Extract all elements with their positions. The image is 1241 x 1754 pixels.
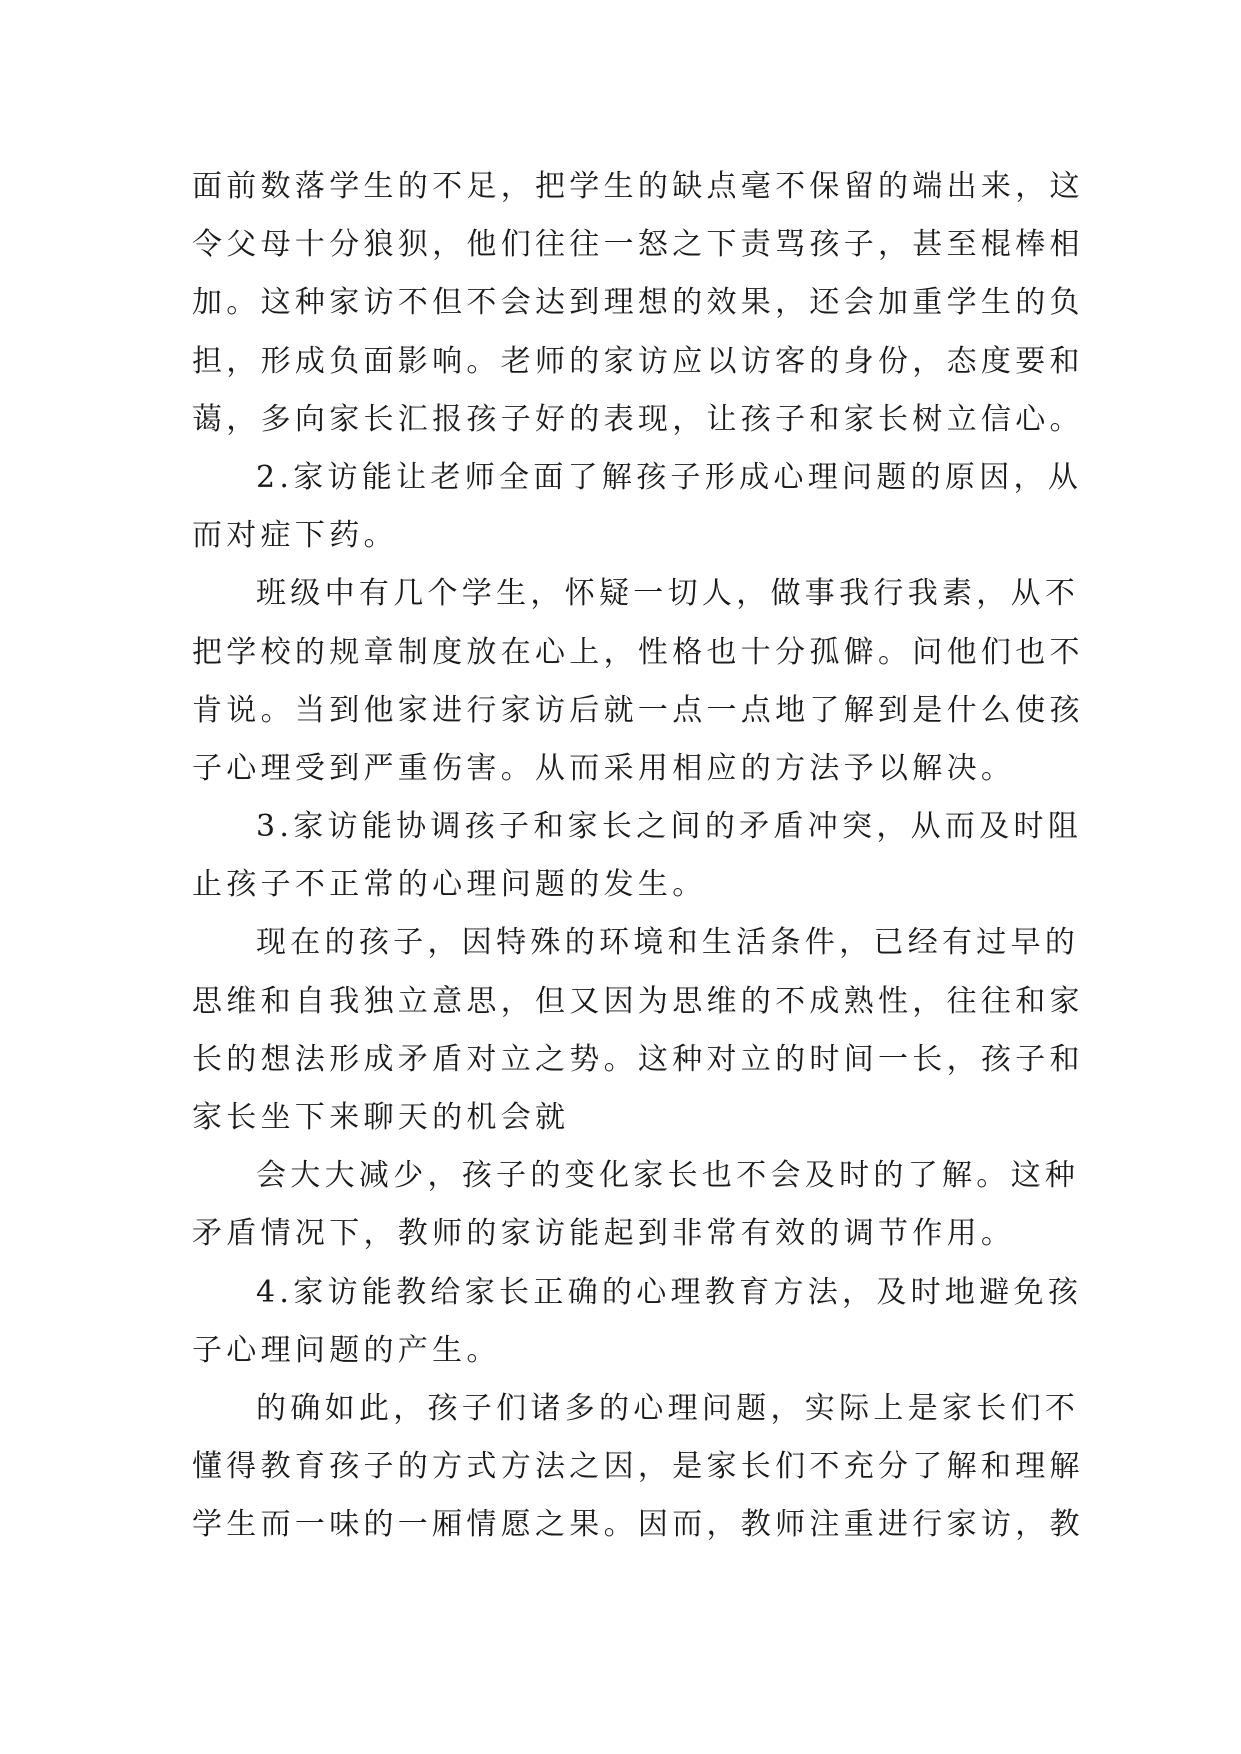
text-line: 令父母十分狼狈，他们往往一怒之下责骂孩子，甚至棍棒相: [192, 227, 1084, 263]
text-line: 面前数落学生的不足，把学生的缺点毫不保留的端出来，这: [192, 169, 1084, 204]
text-line: 担，形成负面影响。老师的家访应以访客的身份，态度要和: [192, 343, 1084, 379]
text-line: 把学校的规章制度放在心上，性格也十分孤僻。问他们也不: [192, 634, 1084, 670]
text-line: 肯说。当到他家进行家访后就一点一点地了解到是什么使孩: [192, 692, 1084, 728]
text-line: 子心理受到严重伤害。从而采用相应的方法予以解决。: [192, 750, 1016, 786]
text-line: 思维和自我独立意思，但又因为思维的不成熟性，往往和家: [192, 983, 1084, 1019]
text-line: 学生而一味的一厢情愿之果。因而，教师注重进行家访，教: [192, 1507, 1084, 1543]
text-line: 长的想法形成矛盾对立之势。这种对立的时间一长，孩子和: [192, 1041, 1084, 1077]
text-line: 矛盾情况下，教师的家访能起到非常有效的调节作用。: [192, 1216, 1016, 1252]
text-line: 家长坐下来聊天的机会就: [192, 1100, 570, 1135]
text-line: 3.家访能协调孩子和家长之间的矛盾冲突，从而及时阻: [256, 809, 1083, 845]
document-body: [192, 158, 1084, 1555]
text-line: 现在的孩子，因特殊的环境和生活条件，已经有过早的: [256, 925, 1080, 961]
text-line: 加。这种家访不但不会达到理想的效果，还会加重学生的负: [192, 285, 1084, 321]
text-line: 而对症下药。: [192, 518, 398, 554]
text-line: 子心理问题的产生。: [192, 1332, 501, 1368]
text-line: 班级中有几个学生，怀疑一切人，做事我行我素，从不: [256, 576, 1080, 612]
text-line: 会大大减少，孩子的变化家长也不会及时的了解。这种: [256, 1158, 1080, 1194]
text-line: 的确如此，孩子们诸多的心理问题，实际上是家长们不: [256, 1390, 1080, 1426]
text-line: 蔼，多向家长汇报孩子好的表现，让孩子和家长树立信心。: [192, 401, 1084, 437]
text-line: 4.家访能教给家长正确的心理教育方法，及时地避免孩: [256, 1274, 1083, 1310]
text-line: 止孩子不正常的心理问题的发生。: [192, 867, 707, 903]
text-line: 懂得教育孩子的方式方法之因，是家长们不充分了解和理解: [192, 1449, 1084, 1485]
text-line: 2.家访能让老师全面了解孩子形成心理问题的原因，从: [256, 459, 1083, 495]
